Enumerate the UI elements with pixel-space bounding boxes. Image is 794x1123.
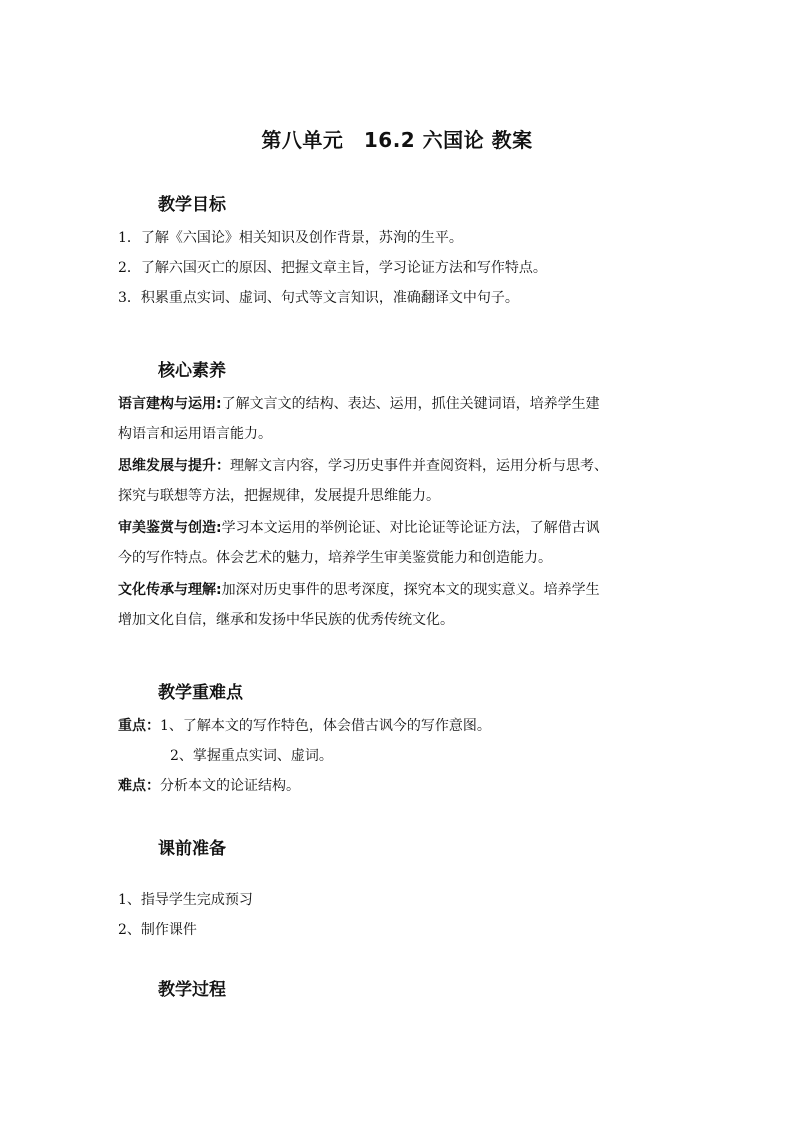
literacy-text-3a: 学习本文运用的举例论证、对比论证等论证方法，了解借古讽 <box>221 520 600 536</box>
literacy-item-2 <box>118 456 688 476</box>
literacy-item-3 <box>118 518 688 538</box>
literacy-label-2: 思维发展与提升： <box>118 458 230 474</box>
difficult-label: 难点： <box>118 778 160 794</box>
literacy-text-3b: 今的写作特点。体会艺术的魅力，培养学生审美鉴赏能力和创造能力。 <box>118 550 552 566</box>
objective-item-3: 3．积累重点实词、虚词、句式等文言知识，准确翻译文中句子。 <box>118 290 519 306</box>
objective-item-1: 1．了解《六国论》相关知识及创作背景，苏洵的生平。 <box>118 230 463 246</box>
literacy-text-4b: 增加文化自信，继承和发扬中华民族的优秀传统文化。 <box>118 612 454 628</box>
difficult-text: 分析本文的论证结构。 <box>160 778 300 794</box>
literacy-text-2b: 探究与联想等方法，把握规律，发展提升思维能力。 <box>118 488 440 504</box>
literacy-label-3: 审美鉴赏与创造: <box>118 520 222 536</box>
heading-preparation: 课前准备 <box>158 839 226 859</box>
key-text-1: 1、了解本文的写作特色，体会借古讽今的写作意图。 <box>160 718 491 734</box>
literacy-text-4a: 加深对历史事件的思考深度，探究本文的现实意义。培养学生 <box>221 582 600 598</box>
literacy-item-1 <box>118 394 688 414</box>
keypoint-item-1 <box>118 716 688 736</box>
page-title: 第八单元 16.2 六国论 教案 <box>261 128 533 152</box>
heading-keypoints: 教学重难点 <box>158 683 243 703</box>
literacy-text-1a: 了解文言文的结构、表达、运用，抓住关键词语，培养学生建 <box>221 396 600 412</box>
heading-objectives: 教学目标 <box>158 195 226 215</box>
literacy-label-1: 语言建构与运用: <box>118 396 222 412</box>
literacy-item-4 <box>118 580 688 600</box>
preparation-item-1: 1、指导学生完成预习 <box>118 892 253 908</box>
key-text-2: 2、掌握重点实词、虚词。 <box>170 748 333 764</box>
key-label: 重点： <box>118 718 160 734</box>
literacy-text-2a: 理解文言内容，学习历史事件并查阅资料，运用分析与思考、 <box>230 458 608 474</box>
literacy-label-4: 文化传承与理解: <box>118 582 222 598</box>
heading-process: 教学过程 <box>158 980 226 1000</box>
preparation-item-2: 2、制作课件 <box>118 922 197 938</box>
literacy-text-1b: 构语言和运用语言能力。 <box>118 426 272 442</box>
difficult-item <box>118 776 688 796</box>
objective-item-2: 2．了解六国灭亡的原因、把握文章主旨，学习论证方法和写作特点。 <box>118 260 547 276</box>
heading-literacy: 核心素养 <box>158 361 226 381</box>
